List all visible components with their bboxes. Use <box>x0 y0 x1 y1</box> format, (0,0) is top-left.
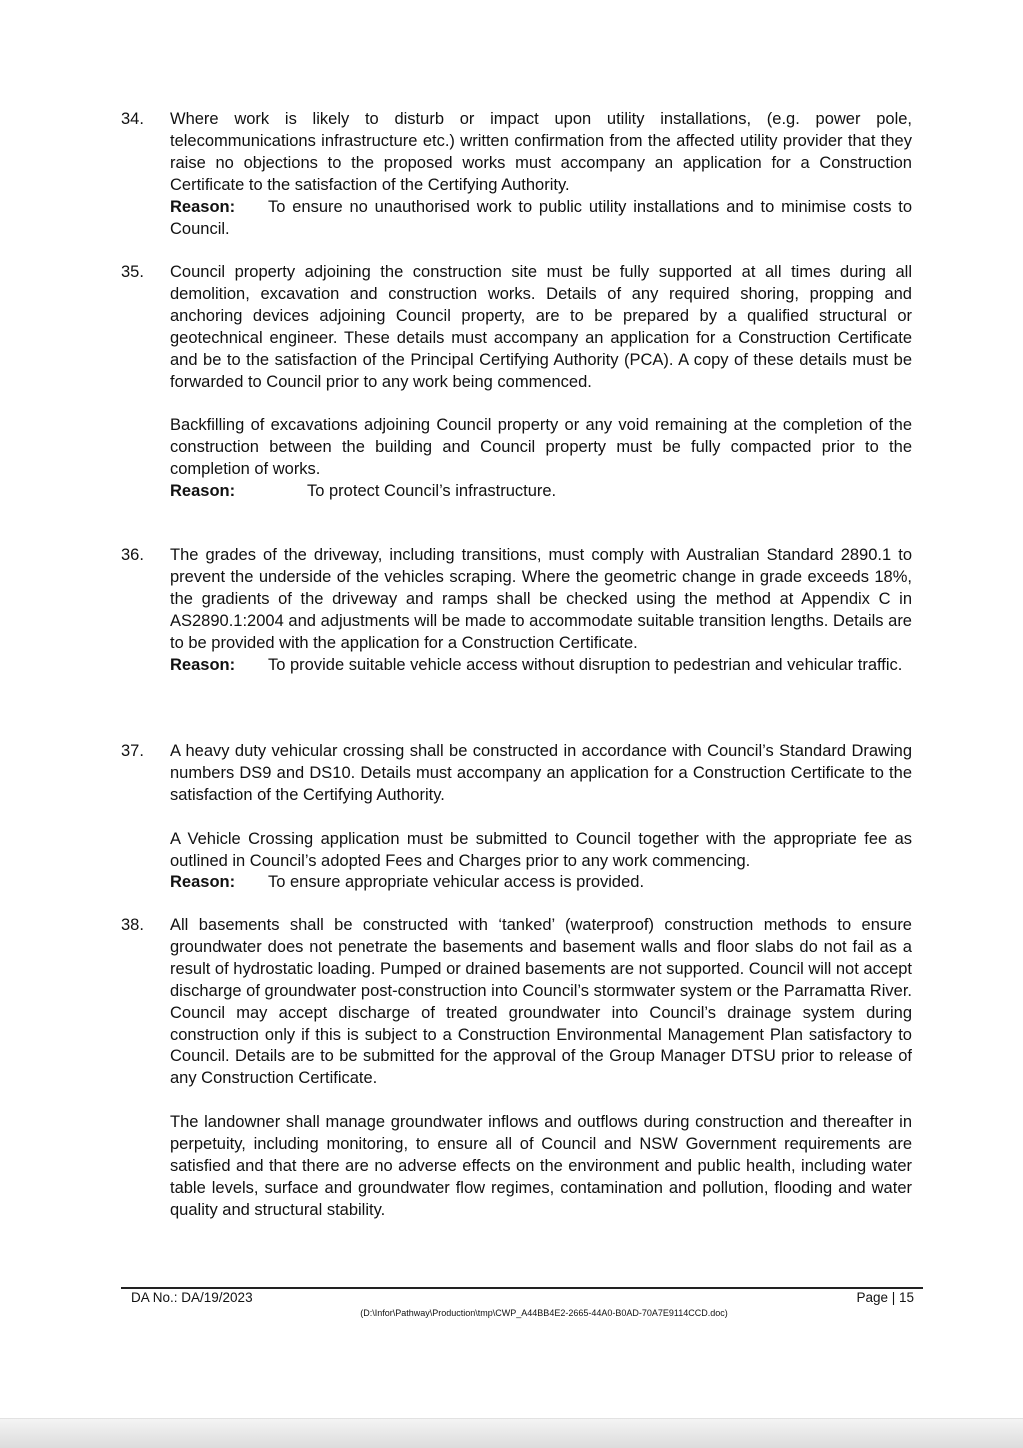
scan-bottom-edge <box>0 1418 1023 1448</box>
reason-text: To protect Council’s infrastructure. <box>307 482 557 501</box>
reason-text: To ensure appropriate vehicular access is provided. <box>268 873 645 892</box>
clause-paragraph: Backfilling of excavations adjoining Council property or any void remaining at the completion of the construction between the building and Council property must be fully compacted prior to the completion of works. <box>170 416 912 479</box>
clause-paragraph: Where work is likely to disturb or impact upon utility installations, (e.g. power pole, telecommunications infrastructure etc.) written confirmation from the affected utility provider that they raise no objections to the proposed works must accompany an application for a Construction Certificate to the satisfaction of the Certifying Authority. <box>170 110 912 194</box>
clause-paragraph: A Vehicle Crossing application must be submitted to Council together with the appropriate fee as outlined in Council’s adopted Fees and Charges prior to any work commencing. <box>170 829 912 870</box>
footer-page-number: Page | 15 <box>856 1290 914 1305</box>
reason-label: Reason: <box>170 873 236 892</box>
clause-number: 35. <box>121 263 144 281</box>
clause-paragraph: All basements shall be constructed with ‘tanked’ (waterproof) construction methods to ensure groundwater does not penetrate the basements and basement walls and floor slabs do not fail as a result of hydrostatic loading. Pumped or drained basements are not supported. Council will not accept discharge of groundwater post-construction into Council’s stormwater system or the Parramatta River. Council may accept discharge of treated groundwater into Council’s drainage system during construction only if this is subject to a Construction Environmental Management Plan satisfactory to Council. Details are to be submitted for the approval of the Group Manager DTSU prior to release of any Construction Certificate. <box>170 916 913 1088</box>
reason-line <box>170 197 912 241</box>
clause-body <box>170 741 912 894</box>
clause-paragraph: Council property adjoining the construction site must be fully supported at all times during all demolition, excavation and construction works. Details of any required shoring, propping and anchoring devices adjoining Council property, are to be prepared by a qualified structural or geotechnical engineer. These details must accompany an application for a Construction Certificate and be to the satisfaction of the Principal Certifying Authority (PCA). A copy of these details must be forwarded to Council prior to any work being commenced. <box>170 263 912 391</box>
reason-line <box>170 481 912 503</box>
clause-number: 37. <box>121 742 144 760</box>
clause-number: 36. <box>121 546 144 564</box>
clause-body <box>170 545 912 676</box>
clause-body <box>170 915 912 1222</box>
reason-label: Reason: <box>170 482 236 501</box>
reason-line <box>170 655 912 677</box>
reason-text: To ensure no unauthorised work to public utility installations and to minimise costs to Council. <box>170 197 912 238</box>
clause-body <box>170 262 912 503</box>
footer-divider <box>121 1287 923 1289</box>
clause-number: 38. <box>121 916 144 934</box>
clause-paragraph: The landowner shall manage groundwater inflows and outflows during construction and thereafter in perpetuity, including monitoring, to ensure all of Council and NSW Government requirements are satisfied and that there are no adverse effects on the environment and public health, including water table levels, surface and groundwater flow regimes, contamination and pollution, flooding and water quality and structural stability. <box>170 1113 912 1219</box>
clause-number: 34. <box>121 110 144 128</box>
reason-line <box>170 872 912 894</box>
footer-file-path: (D:\Infor\Pathway\Production\tmp\CWP_A44BB4E2-2665-44A0-B0AD-70A7E9114CCD.doc) <box>360 1308 728 1318</box>
clause-body <box>170 109 912 240</box>
reason-label: Reason: <box>170 197 236 216</box>
reason-label: Reason: <box>170 655 236 674</box>
clause-paragraph: A heavy duty vehicular crossing shall be constructed in accordance with Council’s Standard Drawing numbers DS9 and DS10. Details must accompany an application for a Construction Certificate to the satisfaction of the Certifying Authority. <box>170 742 912 804</box>
reason-text: To provide suitable vehicle access without disruption to pedestrian and vehicular traffic. <box>268 655 903 674</box>
footer-da-number: DA No.: DA/19/2023 <box>131 1290 253 1305</box>
clause-paragraph: The grades of the driveway, including transitions, must comply with Australian Standard 2890.1 to prevent the underside of the vehicles scraping. Where the geometric change in grade exceeds 18%, the gradients of the driveway and ramps shall be checked using the method at Appendix C in AS2890.1:2004 and adjustments will be made to accommodate suitable transition lengths. Details are to be provided with the application for a Construction Certificate. <box>170 546 912 652</box>
